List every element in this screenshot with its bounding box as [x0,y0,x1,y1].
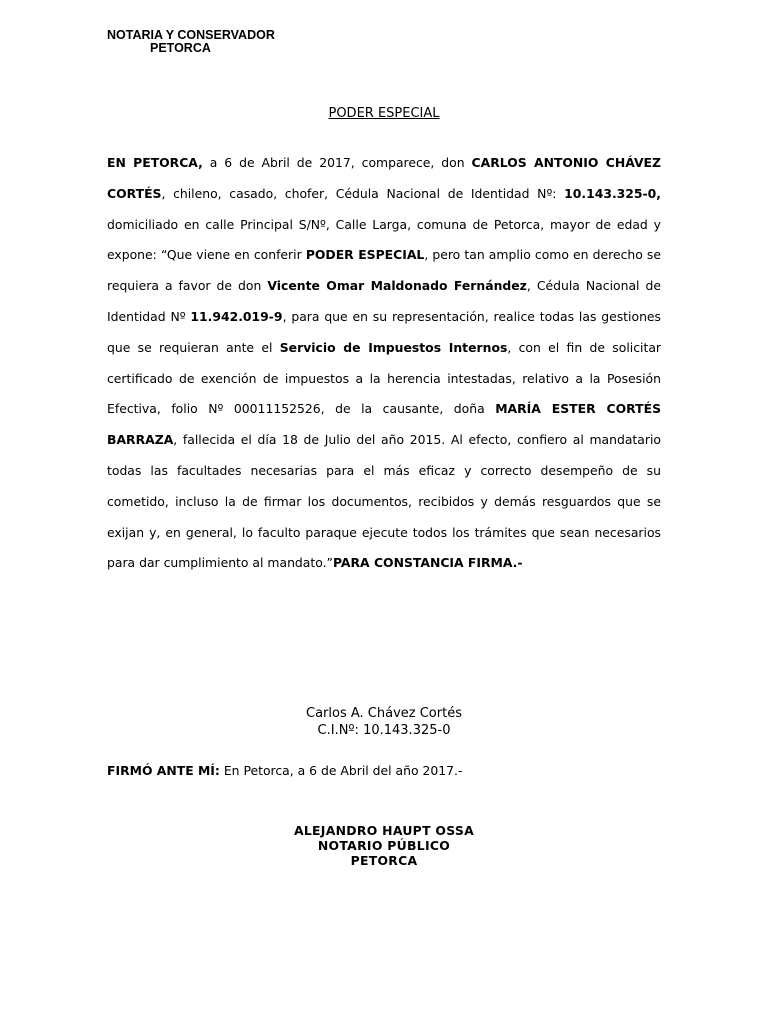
body-text-4: , pero tan amplio como en derecho se requiera a favor de don [107,247,661,294]
notary-title: NOTARIO PÚBLICO [317,838,451,853]
body-text-7: , con el fin de solicitar certificado de exención de impuestos a la herencia intestadas, relativo a la Posesión Efectiva, folio Nº 00011152526, de la causante, doña [107,339,662,417]
notary-block [0,823,768,868]
body-place: EN PETORCA, [107,155,203,170]
document-body [107,148,661,579]
body-text-8: , fallecida el día 18 de Julio del año 2015. Al efecto, confiero al mandatario todas las facultades necesarias para el más eficaz y correcto desempeño de su cometido, incluso la de firmar los documentos, recibidos y demás resguardos que se exijan y, en general, lo faculto paraque ejecute todos los trámites que sean necesarios para dar cumplimiento al mandato.” [107,432,661,571]
header-line-1: NOTARIA Y CONSERVADOR [107,28,275,42]
agency-name: Servicio de Impuestos Internos [279,339,508,355]
signer-name: Carlos A. Chávez Cortés [306,706,462,721]
notary-name: ALEJANDRO HAUPT OSSA [293,823,475,838]
closing-phrase: PARA CONSTANCIA FIRMA.- [332,555,523,571]
notary-header [107,29,275,55]
signed-before-label: FIRMÓ ANTE MÍ: [107,763,220,778]
signer-id: C.I.Nº: 10.143.325-0 [317,723,451,738]
signed-before-text: En Petorca, a 6 de Abril del año 2017.- [219,763,463,778]
signed-before-line [107,763,462,778]
deceased-name: MARÍA ESTER CORTÉS BARRAZA [107,401,661,448]
body-text-6: , para que en su representación, realice todas las gestiones que se requieran ante el [107,308,661,355]
signature-block [0,705,768,739]
body-text-3: domiciliado en calle Principal S/Nº, Calle Larga, comuna de Petorca, mayor de edad y expone: “Que viene en conferir [107,216,661,263]
grantor-name: CARLOS ANTONIO CHÁVEZ CORTÉS [107,155,662,201]
power-type: PODER ESPECIAL [305,247,425,263]
document-title: PODER ESPECIAL [328,106,440,121]
attorney-name: Vicente Omar Maldonado Fernández [267,278,527,294]
grantor-id: 10.143.325-0, [564,185,661,201]
body-text-5: , Cédula Nacional de Identidad Nº [107,278,661,324]
body-text-2: , chileno, casado, chofer, Cédula Nacional de Identidad Nº: [161,185,565,201]
body-text-1: a 6 de Abril de 2017, comparece, don [202,155,472,170]
attorney-id: 11.942.019-9 [190,308,283,324]
header-line-2: PETORCA [150,41,211,55]
notary-place: PETORCA [350,853,418,868]
